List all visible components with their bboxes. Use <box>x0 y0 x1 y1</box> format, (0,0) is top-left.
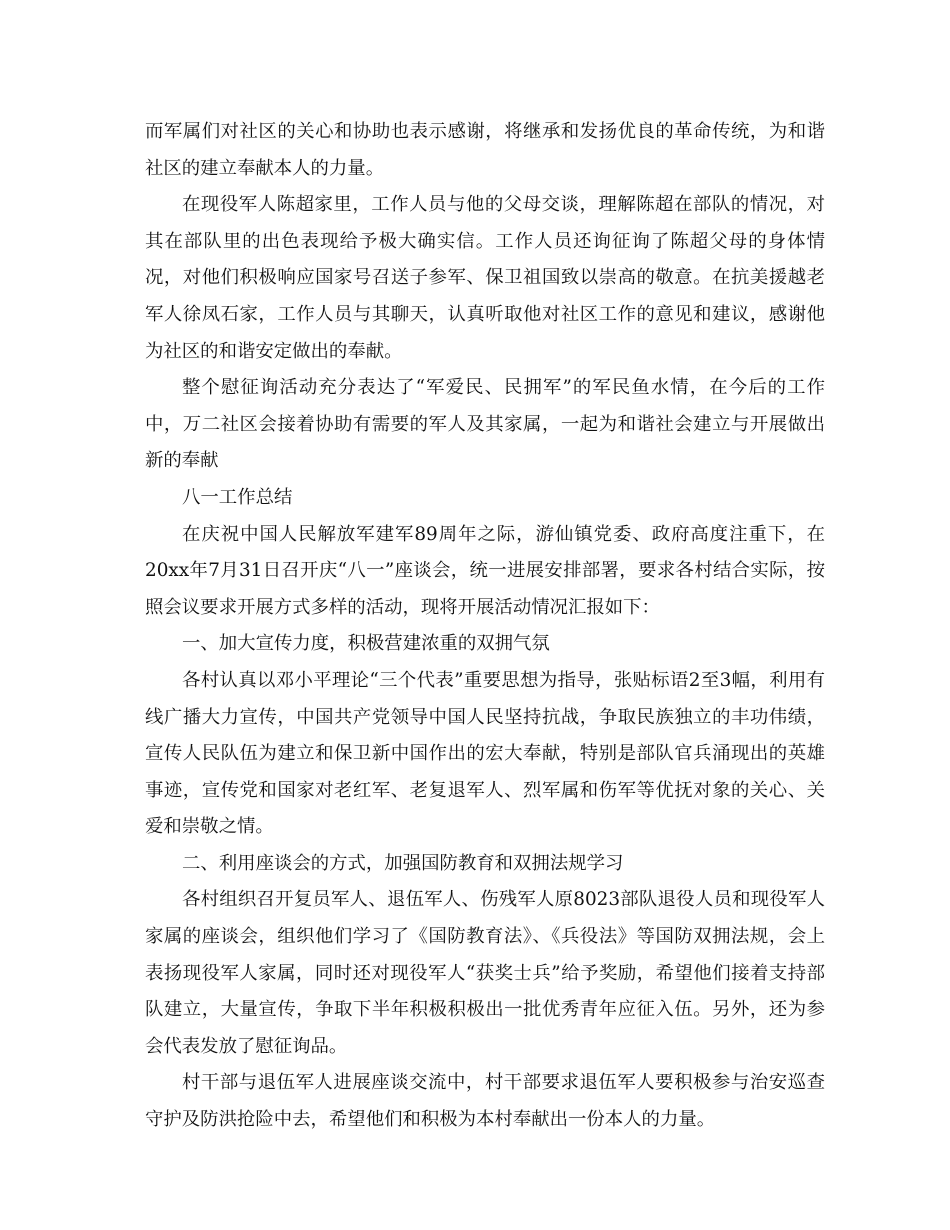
heading-symposium: 二、利用座谈会的方式，加强国防教育和双拥法规学习 <box>182 852 624 874</box>
heading-publicity: 一、加大宣传力度，积极营建浓重的双拥气氛 <box>182 633 550 655</box>
paragraph-exchange: 村干部与退伍军人进展座谈交流中，村干部要求退伍军人要积极参与治安巡查守护及防洪抢险中去，希望他们和积极为本村奉献出一份本人的力量。 <box>145 1072 825 1131</box>
paragraph-continuation: 而军属们对社区的关心和协助也表示感谢，将继承和发扬优良的革命传统，为和谐社区的建立奉献本人的力量。 <box>145 121 825 179</box>
paragraph-activity-summary: 整个慰征询活动充分表达了“军爱民、民拥军”的军民鱼水情，在今后的工作中，万二社区会接着协助有需要的军人及其家属，一起为和谐社会建立与开展做出新的奉献 <box>145 377 825 472</box>
section-title: 八一工作总结 <box>182 486 293 508</box>
paragraph-chen-chao-visit: 在现役军人陈超家里，工作人员与他的父母交谈，理解陈超在部队的情况，对其在部队里的出色表现给予极大确实信。工作人员还询征询了陈超父母的身体情况，对他们积极响应国家号召送子参军、保卫祖国致以崇高的敬意。在抗美援越老军人徐凤石家，工作人员与其聊天，认真听取他对社区工作的意见和建议，感谢他为社区的和谐安定做出的奉献。 <box>145 194 825 362</box>
paragraph-symposium: 各村组织召开复员军人、退伍军人、伤残军人原8023部队退役人员和现役军人家属的座谈会，组织他们学习了《国防教育法》、《兵役法》等国防双拥法规，会上表扬现役军人家属，同时还对现役军人“获奖士兵”给予奖励，希望他们接着支持部队建立，大量宣传，争取下半年积极积极出一批优秀青年应征入伍。另外，还为参会代表发放了慰征询品。 <box>145 889 825 1057</box>
paragraph-publicity: 各村认真以邓小平理论“三个代表”重要思想为指导，张贴标语2至3幅，利用有线广播大力宣传，中国共产党领导中国人民坚持抗战，争取民族独立的丰功伟绩，宣传人民队伍为建立和保卫新中国作出的宏大奉献，特别是部队官兵涌现出的英雄事迹，宣传党和国家对老红军、老复退军人、烈军属和伤军等优抚对象的关心、关爱和崇敬之情。 <box>145 669 825 838</box>
document-body <box>145 114 825 1139</box>
paragraph-intro: 在庆祝中国人民解放军建军89周年之际，游仙镇党委、政府高度注重下，在20xx年7月31日召开庆“八一”座谈会，统一进展安排部署，要求各村结合实际，按照会议要求开展方式多样的活动，现将开展活动情况汇报如下： <box>145 523 825 618</box>
